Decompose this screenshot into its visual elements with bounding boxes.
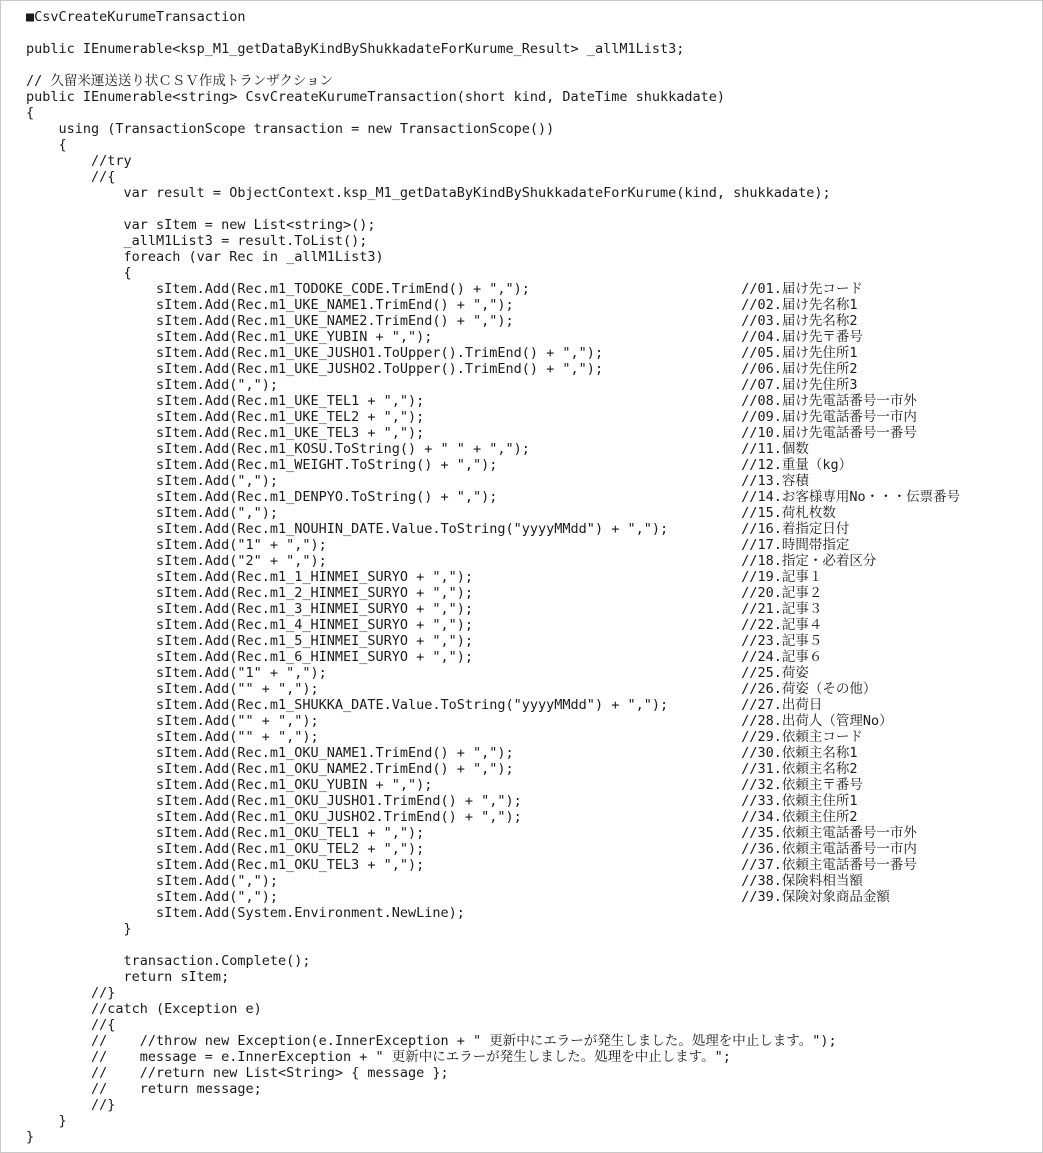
code-line: //{ bbox=[26, 1017, 116, 1033]
code-line: { bbox=[26, 265, 132, 281]
code-line: //{ bbox=[26, 169, 116, 185]
code-line: sItem.Add(Rec.m1_4_HINMEI_SURYO + ","); //22.記事４ bbox=[26, 617, 823, 633]
code-line: //try bbox=[26, 153, 132, 169]
code-line: // return message; bbox=[26, 1081, 262, 1097]
code-line: // message = e.InnerException + " 更新中にエラーが発生しました。処理を中止します。"; bbox=[26, 1049, 731, 1065]
code-line: var sItem = new List<string>(); bbox=[26, 217, 376, 233]
code-line: sItem.Add(Rec.m1_1_HINMEI_SURYO + ","); //19.記事１ bbox=[26, 569, 823, 585]
code-line: sItem.Add(","); //13.容積 bbox=[26, 473, 809, 489]
code-line: } bbox=[26, 1113, 67, 1129]
code-line: sItem.Add(Rec.m1_2_HINMEI_SURYO + ","); //20.記事２ bbox=[26, 585, 823, 601]
code-line: // //return new List<String> { message }; bbox=[26, 1065, 449, 1081]
code-line: sItem.Add(","); //38.保険料相当額 bbox=[26, 873, 863, 889]
code-line: sItem.Add("" + ","); //29.依頼主コード bbox=[26, 729, 863, 745]
code-line: sItem.Add(Rec.m1_OKU_TEL1 + ","); //35.依頼主電話番号一市外 bbox=[26, 825, 917, 841]
code-line: //} bbox=[26, 985, 116, 1001]
code-line: sItem.Add(Rec.m1_UKE_TEL1 + ","); //08.届け先電話番号一市外 bbox=[26, 393, 917, 409]
code-line: } bbox=[26, 1129, 35, 1145]
code-line: sItem.Add("" + ","); //26.荷姿（その他） bbox=[26, 681, 877, 697]
code-line: sItem.Add(Rec.m1_UKE_TEL2 + ","); //09.届け先電話番号一市内 bbox=[26, 409, 917, 425]
code-line: sItem.Add(Rec.m1_UKE_NAME2.TrimEnd() + ","); //03.届け先名称2 bbox=[26, 313, 858, 329]
code-line: return sItem; bbox=[26, 969, 230, 985]
code-line: { bbox=[26, 105, 35, 121]
code-line: public IEnumerable<string> CsvCreateKurumeTransaction(short kind, DateTime shukkadate) bbox=[26, 89, 725, 105]
code-line: sItem.Add(Rec.m1_OKU_TEL2 + ","); //36.依頼主電話番号一市内 bbox=[26, 841, 917, 857]
code-line: sItem.Add(Rec.m1_WEIGHT.ToString() + ","); //12.重量（kg） bbox=[26, 457, 853, 473]
code-line: foreach (var Rec in _allM1List3) bbox=[26, 249, 384, 265]
code-line: ■CsvCreateKurumeTransaction bbox=[26, 9, 246, 25]
code-line: sItem.Add(","); //07.届け先住所3 bbox=[26, 377, 858, 393]
code-line: } bbox=[26, 921, 132, 937]
code-line: var result = ObjectContext.ksp_M1_getDataByKindByShukkadateForKurume(kind, shukkadate); bbox=[26, 185, 831, 201]
code-line: //catch (Exception e) bbox=[26, 1001, 262, 1017]
code-line: sItem.Add(Rec.m1_OKU_TEL3 + ","); //37.依頼主電話番号一番号 bbox=[26, 857, 917, 873]
code-line: using (TransactionScope transaction = new TransactionScope()) bbox=[26, 121, 555, 137]
code-line: sItem.Add(Rec.m1_KOSU.ToString() + " " + ","); //11.個数 bbox=[26, 441, 809, 457]
code-line: sItem.Add(Rec.m1_UKE_TEL3 + ","); //10.届け先電話番号一番号 bbox=[26, 425, 917, 441]
code-line: sItem.Add("1" + ","); //17.時間帯指定 bbox=[26, 537, 850, 553]
code-line: sItem.Add(Rec.m1_NOUHIN_DATE.Value.ToString("yyyyMMdd") + ","); //16.着指定日付 bbox=[26, 521, 850, 537]
code-line: sItem.Add(System.Environment.NewLine); bbox=[26, 905, 465, 921]
code-line: sItem.Add(Rec.m1_OKU_NAME2.TrimEnd() + ","); //31.依頼主名称2 bbox=[26, 761, 858, 777]
code-line: sItem.Add(","); //15.荷札枚数 bbox=[26, 505, 836, 521]
code-line: _allM1List3 = result.ToList(); bbox=[26, 233, 368, 249]
code-line: // 久留米運送送り状ＣＳＶ作成トランザクション bbox=[26, 73, 334, 89]
code-line: sItem.Add("2" + ","); //18.指定・必着区分 bbox=[26, 553, 877, 569]
code-line: sItem.Add(Rec.m1_UKE_JUSHO1.ToUpper().TrimEnd() + ","); //05.届け先住所1 bbox=[26, 345, 858, 361]
code-listing bbox=[26, 9, 960, 1145]
code-line: sItem.Add(Rec.m1_UKE_YUBIN + ","); //04.届け先〒番号 bbox=[26, 329, 863, 345]
code-line: sItem.Add(Rec.m1_OKU_YUBIN + ","); //32.依頼主〒番号 bbox=[26, 777, 863, 793]
code-line: sItem.Add(Rec.m1_TODOKE_CODE.TrimEnd() + ","); //01.届け先コード bbox=[26, 281, 863, 297]
code-line: sItem.Add(Rec.m1_OKU_NAME1.TrimEnd() + ","); //30.依頼主名称1 bbox=[26, 745, 858, 761]
code-line: // //throw new Exception(e.InnerException + " 更新中にエラーが発生しました。処理を中止します。"); bbox=[26, 1033, 837, 1049]
code-line: sItem.Add(Rec.m1_OKU_JUSHO2.TrimEnd() + ","); //34.依頼主住所2 bbox=[26, 809, 858, 825]
code-line: sItem.Add(Rec.m1_UKE_NAME1.TrimEnd() + ","); //02.届け先名称1 bbox=[26, 297, 858, 313]
code-line: sItem.Add(Rec.m1_6_HINMEI_SURYO + ","); //24.記事６ bbox=[26, 649, 823, 665]
code-line: sItem.Add(","); //39.保険対象商品金額 bbox=[26, 889, 890, 905]
code-line: sItem.Add(Rec.m1_UKE_JUSHO2.ToUpper().TrimEnd() + ","); //06.届け先住所2 bbox=[26, 361, 858, 377]
code-line: sItem.Add(Rec.m1_SHUKKA_DATE.Value.ToString("yyyyMMdd") + ","); //27.出荷日 bbox=[26, 697, 823, 713]
code-line: public IEnumerable<ksp_M1_getDataByKindByShukkadateForKurume_Result> _allM1List3; bbox=[26, 41, 685, 57]
code-line: sItem.Add(Rec.m1_OKU_JUSHO1.TrimEnd() + ","); //33.依頼主住所1 bbox=[26, 793, 858, 809]
code-line: //} bbox=[26, 1097, 116, 1113]
code-line: sItem.Add("1" + ","); //25.荷姿 bbox=[26, 665, 809, 681]
code-line: sItem.Add("" + ","); //28.出荷人（管理No） bbox=[26, 713, 893, 729]
code-line: sItem.Add(Rec.m1_5_HINMEI_SURYO + ","); //23.記事５ bbox=[26, 633, 823, 649]
code-line: sItem.Add(Rec.m1_3_HINMEI_SURYO + ","); //21.記事３ bbox=[26, 601, 823, 617]
code-line: { bbox=[26, 137, 67, 153]
code-line: sItem.Add(Rec.m1_DENPYO.ToString() + ","); //14.お客様専用No・・・伝票番号 bbox=[26, 489, 961, 505]
code-line: transaction.Complete(); bbox=[26, 953, 311, 969]
